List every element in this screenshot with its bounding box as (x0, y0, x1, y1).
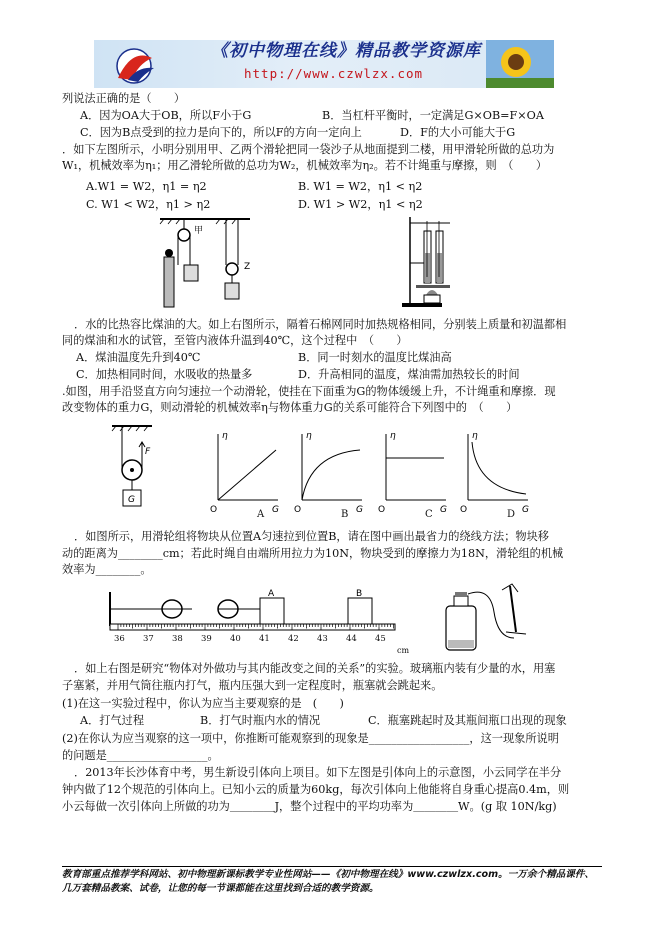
q2-stem-line2: W₁，机械效率为η₁；用乙滑轮所做的总功为W₂，机械效率为η₂。若不计绳重与摩擦，则 （ ） (62, 159, 548, 172)
label-weight-g: G (128, 495, 135, 505)
ruler-label: 44 (346, 634, 357, 644)
ruler-label: 38 (172, 634, 183, 644)
graph-d (468, 434, 528, 500)
q5-stem-line1: ．如图所示，用滑轮组将物块从位置A匀速拉到位置B，请在图中画出最省力的绕线方法；物块移 (74, 530, 549, 543)
q7-stem-line2: 钟内做了12个规范的引体向上。已知小云的质量为60kg，每次引体向上他能将自身重心提高0.4m，则 (62, 783, 570, 796)
q7-stem-line1: ．2013年长沙体育中考，男生新设引体向上项目。如下左图是引体向上的示意图，小云同学在半分 (74, 766, 562, 779)
q3-option-a: A．煤油温度先升到40℃ (76, 351, 201, 364)
header-banner (94, 40, 554, 88)
bottle-pump-figure (440, 582, 532, 658)
origin-label: O (460, 505, 468, 515)
axis-g-label: G (356, 505, 363, 515)
q2-option-b: B. W1 = W2，η1 < η2 (298, 180, 423, 193)
footer-divider (62, 866, 602, 867)
q2-option-a: A.W1 = W2，η1 = η2 (86, 180, 207, 193)
axis-eta-label: η (306, 431, 312, 441)
q1-option-a: A．因为OA大于OB，所以F小于G (80, 109, 252, 122)
ruler-label: 41 (259, 634, 270, 644)
q3-stem-line1: ．水的比热容比煤油的大。如上右图所示，隔着石棉网同时加热规格相同，分别装上质量和初温都相 (74, 318, 567, 331)
axis-eta-label: η (472, 431, 478, 441)
efficiency-graphs (206, 430, 536, 514)
graph-c (386, 434, 446, 500)
label-jia: 甲 (194, 226, 204, 236)
pulley-figure (160, 217, 260, 307)
label-yi: Z (244, 262, 251, 272)
graph-c-label: C (425, 509, 433, 520)
graph-a (218, 434, 278, 500)
q6-sub-question-2b: 的问题是__________________。 (62, 749, 219, 762)
q6-option-c: C．瓶塞跳起时及其瓶间瓶口出现的现象 (368, 714, 567, 727)
q1-stem: 列说法正确的是（ ） (62, 92, 186, 105)
graph-b-label: B (341, 509, 349, 520)
q6-stem-line2: 子塞紧，并用气筒往瓶内打气，瓶内压强大到一定程度时，瓶塞就会跳起来。 (62, 679, 443, 692)
label-force-f: F (145, 447, 151, 457)
q6-option-a: A．打气过程 (80, 714, 145, 727)
footer-line2: 几万套精品教案、试卷，让您的每一节课都能在这里找到合适的教学资源。 (62, 883, 379, 894)
q3-stem-line2: 同的煤油和水的试管，至管内液体升温到40℃，这个过程中 （ ） (62, 334, 408, 347)
q5-stem-line2: 动的距离为________cm；若此时绳自由端所用拉力为10N，物块受到的摩擦力为18N，滑轮组的机械 (62, 547, 564, 560)
q2-option-c: C. W1 < W2，η1 > η2 (86, 198, 211, 211)
origin-label: O (378, 505, 386, 515)
q1-option-d: D．F的大小可能大于G (400, 126, 516, 139)
axis-eta-label: η (390, 431, 396, 441)
axis-g-label: G (440, 505, 447, 515)
q1-option-c: C．因为B点受到的拉力是向下的，所以F的方向一定向上 (80, 126, 362, 139)
axis-g-label: G (522, 505, 529, 515)
q7-stem-line3: 小云每做一次引体向上所做的功为＿＿＿＿J，整个过程中的平均功率为＿＿＿＿W。(g 取 10N/kg) (62, 800, 557, 813)
q5-stem-line3: 效率为________。 (62, 563, 152, 576)
origin-label: O (294, 505, 302, 515)
q3-option-c: C．加热相同时间，水吸收的热量多 (76, 368, 253, 381)
heating-apparatus-figure (398, 217, 462, 309)
ruler-label: 37 (143, 634, 154, 644)
ruler-label: 43 (317, 634, 328, 644)
q6-stem-line1: ．如上右图是研究“物体对外做功与其内能改变之间的关系”的实验。玻璃瓶内装有少量的水，用塞 (74, 662, 556, 675)
q2-option-d: D. W1 > W2，η1 < η2 (298, 198, 423, 211)
q3-option-b: B．同一时刻水的温度比煤油高 (298, 351, 452, 364)
block-b-label: B (356, 589, 363, 599)
ruler-label: 36 (114, 634, 125, 644)
origin-label: O (210, 505, 218, 515)
axis-eta-label: η (222, 431, 228, 441)
graph-a-label: A (257, 509, 265, 520)
site-logo-icon (108, 44, 168, 86)
q2-stem-line1: ．如下左图所示，小明分别用甲、乙两个滑轮把同一袋沙子从地面提到二楼，用甲滑轮所做的总功为 (62, 143, 555, 156)
banner-title: 《初中物理在线》精品教学资源库 (211, 41, 481, 61)
ruler-label: 40 (230, 634, 241, 644)
q1-option-b: B．当杠杆平衡时，一定满足G×OB=F×OA (322, 109, 544, 122)
movable-pulley-figure (112, 424, 160, 514)
axis-g-label: G (272, 505, 279, 515)
q6-sub-question-1: (1)在这一实验过程中，你认为应当主要观察的是 ( ) (62, 697, 344, 710)
ruler-unit-label: cm (397, 646, 410, 655)
q4-stem-line2: 改变物体的重力G，则动滑轮的机械效率η与物体重力G的关系可能符合下列图中的 （ ） (62, 401, 518, 414)
graph-b (302, 434, 362, 500)
ruler-label: 39 (201, 634, 212, 644)
q4-stem-line1: .如图，用手沿竖直方向匀速拉一个动滑轮，使挂在下面重为G的物体缓缓上升，不计绳重和摩擦．现 (62, 385, 556, 398)
ruler-label: 42 (288, 634, 299, 644)
sunflower-icon (486, 40, 554, 88)
q6-sub-question-2: (2)在你认为应当观察的这一项中，你推断可能观察到的现象是__________________，这一现象所说明 (62, 732, 559, 745)
banner-url[interactable]: http://www.czwlzx.com (244, 66, 424, 81)
q3-option-d: D．升高相同的温度，煤油需加热较长的时间 (298, 368, 520, 381)
block-a-label: A (268, 589, 275, 599)
graph-d-label: D (507, 509, 516, 520)
q6-option-b: B．打气时瓶内水的情况 (200, 714, 321, 727)
footer-line1: 教育部重点推荐学科网站、初中物理新课标教学专业性网站——《初中物理在线》www.czwlzx.com。一万余个精品课件、 (62, 869, 595, 880)
ruler-label: 45 (375, 634, 386, 644)
